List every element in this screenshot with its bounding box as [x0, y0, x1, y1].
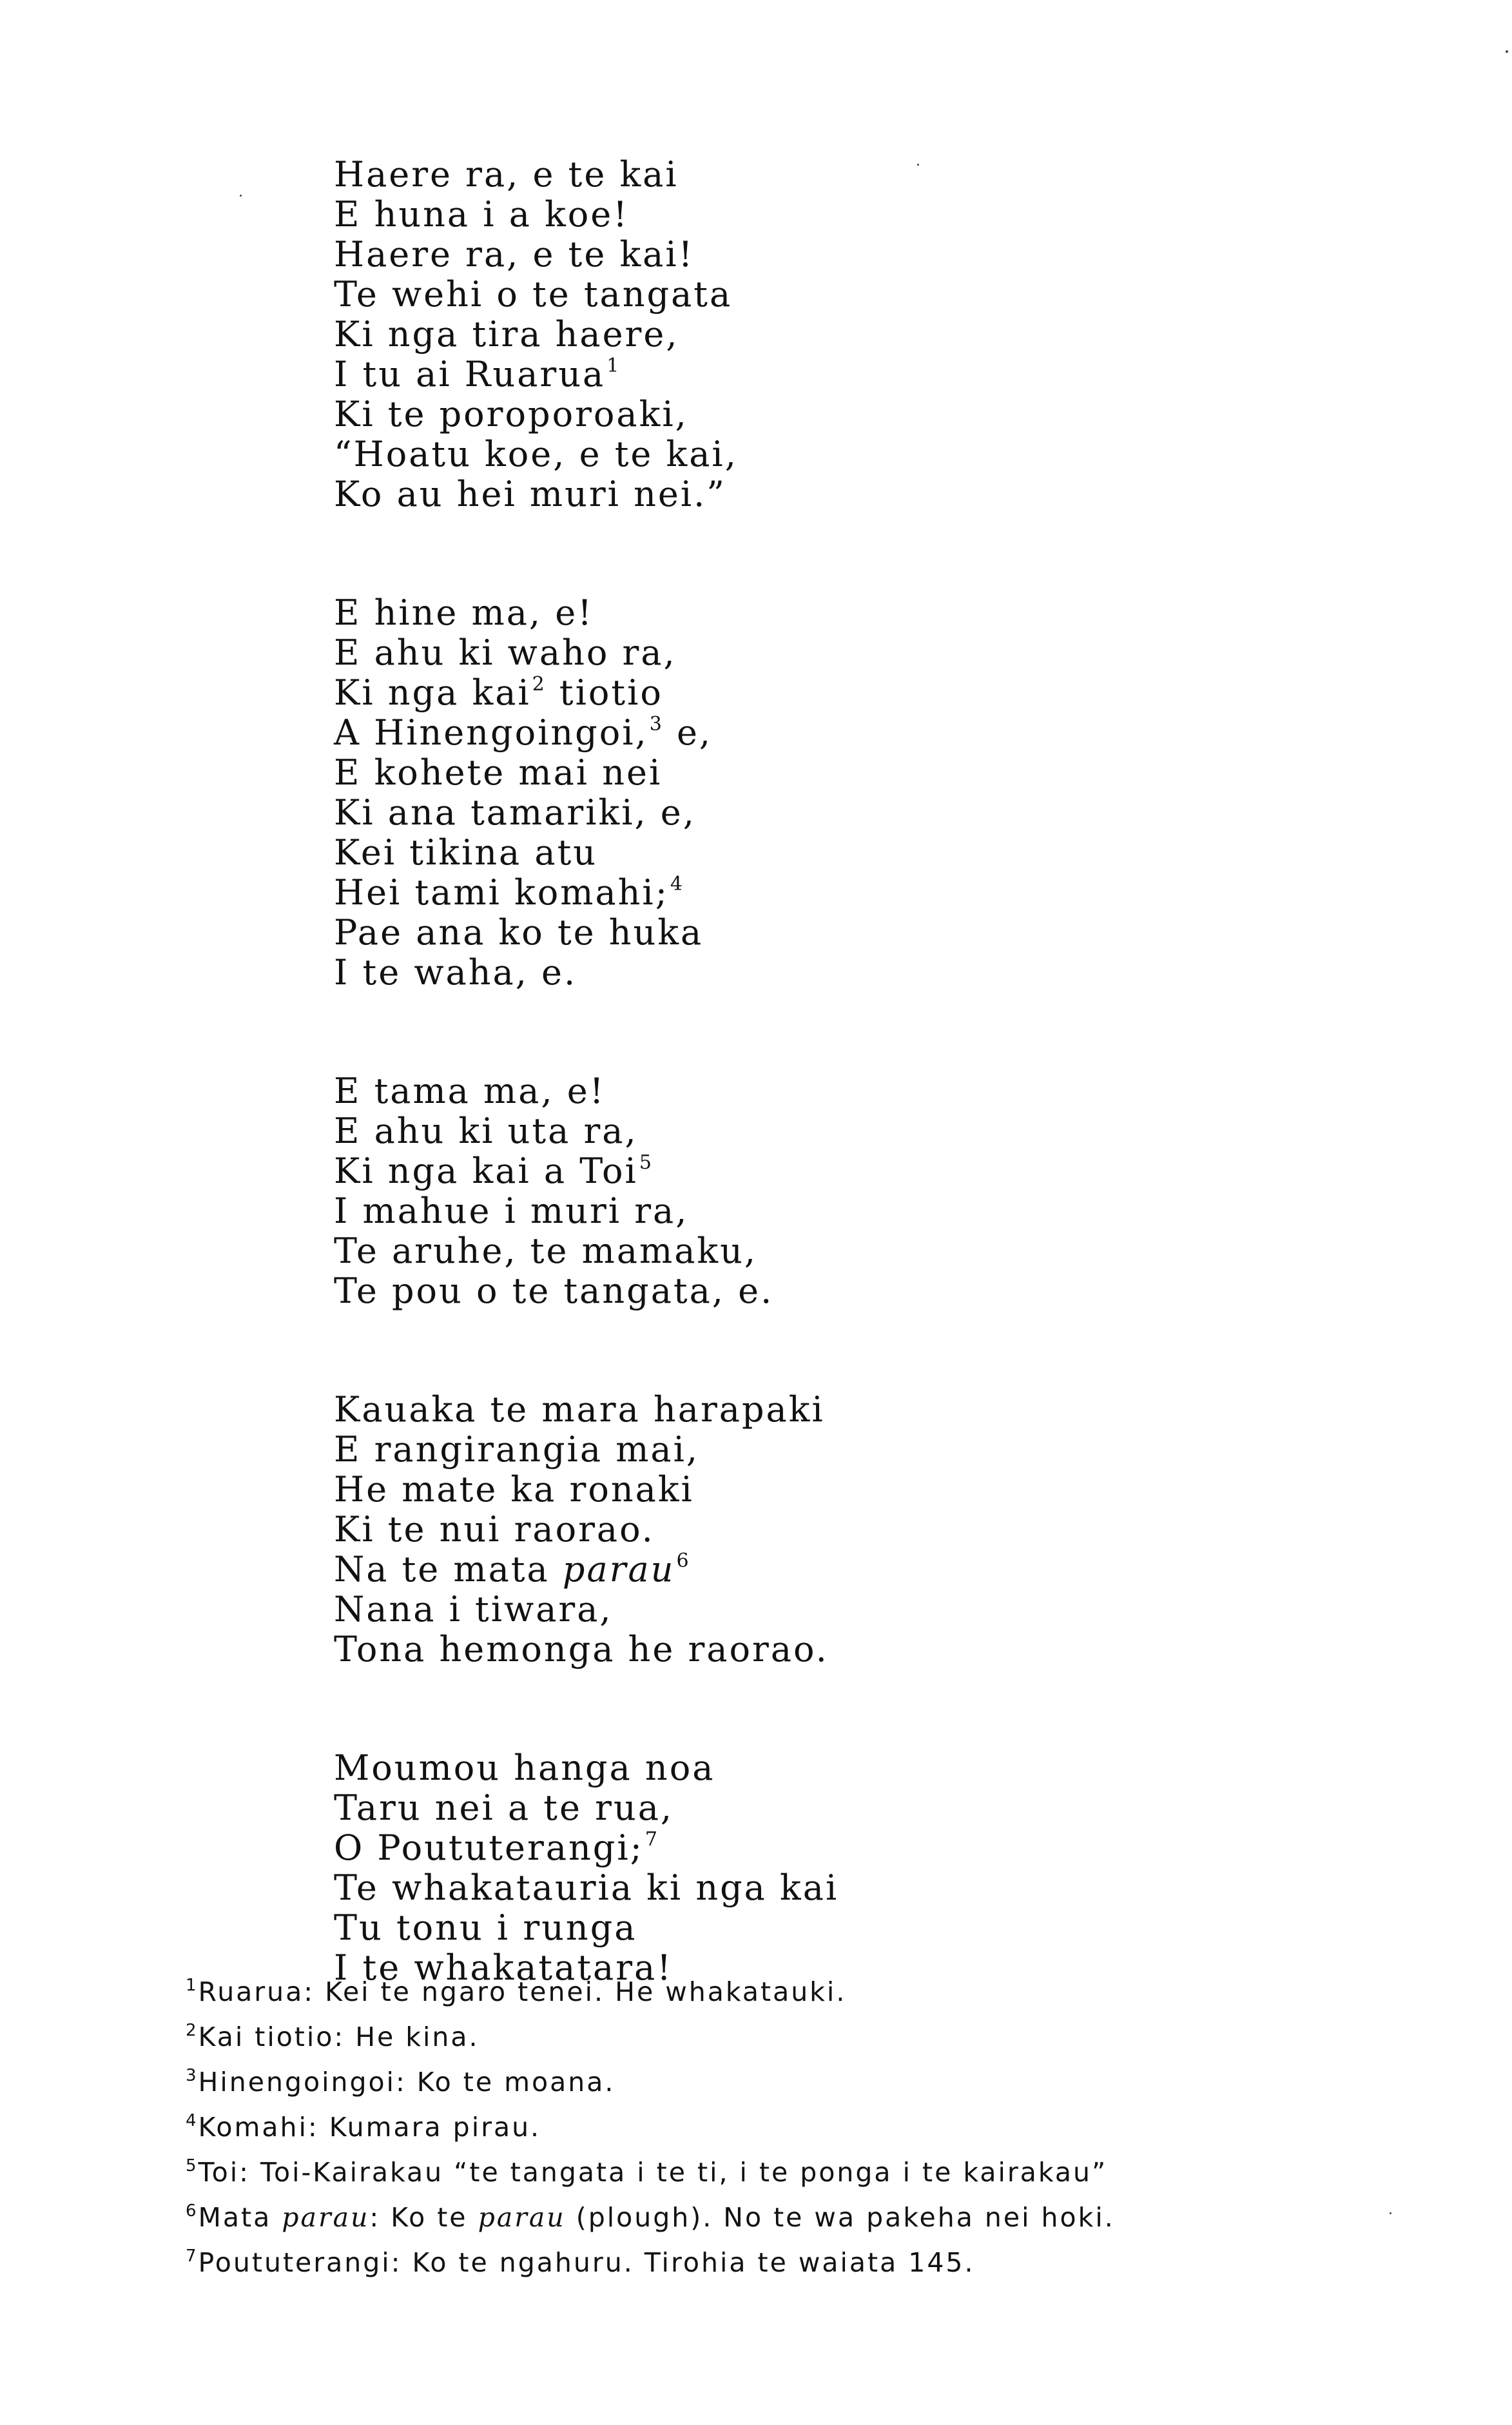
footnote	[186, 2060, 1281, 2105]
poem-line: E huna i a koe!	[334, 194, 629, 235]
scan-speck	[1506, 50, 1508, 53]
poem-line: Kauaka te mara harapaki	[334, 1389, 825, 1430]
footnote-ref: 4	[670, 873, 684, 895]
poem	[334, 155, 1236, 1988]
poem-line: Ki te poroporoaki,	[334, 394, 688, 434]
footnote-ref: 5	[639, 1151, 654, 1174]
poem-line: E tama ma, e!	[334, 1071, 606, 1111]
poem-line	[334, 1550, 1236, 1590]
line-text: e,	[663, 712, 713, 753]
poem-line: Ki te nui raorao.	[334, 1509, 655, 1550]
line-text: I tu ai Ruarua	[334, 354, 606, 394]
line-text: Ki nga kai a Toi	[334, 1151, 638, 1191]
scan-speck	[1390, 2212, 1391, 2214]
poem-line: E ahu ki uta ra,	[334, 1111, 638, 1151]
footnote-number: 6	[186, 2201, 199, 2221]
italic-word: parau	[478, 2202, 566, 2233]
poem-line: Taru nei a te rua,	[334, 1787, 674, 1828]
scan-speck	[240, 195, 242, 197]
footnote-text: Poututerangi: Ko te ngahuru. Tirohia te waiata 145.	[198, 2247, 975, 2278]
poem-line: Nana i tiwara,	[334, 1589, 613, 1630]
poem-line: Ko au hei muri nei.”	[334, 474, 726, 514]
poem-line: Ki nga tira haere,	[334, 314, 679, 355]
poem-line: “Hoatu koe, e te kai,	[334, 434, 738, 474]
line-text: Hei tami komahi;	[334, 872, 669, 913]
footnote	[186, 1969, 1281, 2014]
stanza-1	[334, 155, 1236, 514]
poem-line: Pae ana ko te huka	[334, 912, 704, 953]
poem-line: E ahu ki waho ra,	[334, 632, 677, 673]
footnote-number: 4	[186, 2111, 199, 2130]
line-text: Ki nga kai	[334, 672, 531, 713]
footnote-text: : Ko te	[369, 2202, 478, 2233]
stanza-2	[334, 593, 1236, 993]
footnote-ref: 2	[532, 673, 547, 696]
footnote-text: Toi: Toi-Kairakau “te tangata i te ti, i te ponga i te kairakau”	[198, 2157, 1108, 2188]
footnote-text: Komahi: Kumara pirau.	[198, 2112, 541, 2143]
line-text: Na te mata	[334, 1549, 550, 1590]
poem-line: E hine ma, e!	[334, 592, 594, 633]
footnote-number: 2	[186, 2021, 199, 2040]
poem-line	[334, 673, 1236, 713]
poem-line: I te whakatatara!	[334, 1947, 673, 1988]
poem-line: Haere ra, e te kai	[334, 154, 679, 195]
poem-line: Haere ra, e te kai!	[334, 234, 695, 275]
footnote-text: Hinengoingoi: Ko te moana.	[198, 2067, 615, 2098]
stanza-3	[334, 1071, 1236, 1311]
footnote-text: Mata	[198, 2202, 282, 2233]
footnote-ref: 6	[676, 1550, 691, 1572]
poem-line: Kei tikina atu	[334, 832, 598, 873]
footnote-number: 5	[186, 2156, 199, 2176]
footnote-number: 3	[186, 2066, 199, 2085]
footnote	[186, 2014, 1281, 2060]
footnote-text: Ruarua: Kei te ngaro tenei. He whakatauki.	[198, 1976, 847, 2007]
footnote-ref: 7	[645, 1828, 659, 1851]
footnote-number: 1	[186, 1976, 199, 1995]
line-text: tiotio	[546, 672, 663, 713]
poem-line: Tu tonu i runga	[334, 1907, 637, 1948]
poem-line: Te wehi o te tangata	[334, 274, 733, 315]
footnotes	[186, 1969, 1281, 2285]
line-text: O Poututerangi;	[334, 1827, 644, 1868]
footnote	[186, 2150, 1281, 2195]
footnote-text: Kai tiotio: He kina.	[198, 2021, 480, 2052]
footnote-number: 7	[186, 2246, 199, 2266]
footnote	[186, 2240, 1281, 2285]
poem-line: He mate ka ronaki	[334, 1469, 694, 1510]
poem-line: Tona hemonga he raorao.	[334, 1629, 829, 1670]
poem-line	[334, 355, 1236, 394]
poem-line: E rangirangia mai,	[334, 1429, 700, 1470]
poem-line: I mahue i muri ra,	[334, 1191, 689, 1231]
footnote-text: (plough). No te wa pakeha nei hoki.	[565, 2202, 1115, 2233]
poem-line: Te pou o te tangata, e.	[334, 1271, 774, 1311]
footnote-ref: 1	[606, 355, 621, 377]
poem-line: I te waha, e.	[334, 952, 577, 993]
scan-speck	[917, 164, 919, 166]
poem-line: Te aruhe, te mamaku,	[334, 1231, 758, 1271]
footnote-ref: 3	[649, 713, 664, 735]
poem-line: Ki ana tamariki, e,	[334, 792, 696, 833]
italic-word: parau	[282, 2202, 370, 2233]
poem-line: Te whakatauria ki nga kai	[334, 1867, 839, 1908]
stanza-5	[334, 1748, 1236, 1988]
poem-line	[334, 1151, 1236, 1191]
footnote	[186, 2195, 1281, 2240]
poem-line: Moumou hanga noa	[334, 1748, 715, 1788]
poem-line	[334, 713, 1236, 753]
footnote	[186, 2105, 1281, 2150]
italic-word: parau	[562, 1549, 675, 1590]
stanza-4	[334, 1390, 1236, 1670]
poem-line	[334, 873, 1236, 913]
poem-line: E kohete mai nei	[334, 752, 663, 793]
line-text: A Hinengoingoi,	[334, 712, 648, 753]
poem-line	[334, 1828, 1236, 1868]
